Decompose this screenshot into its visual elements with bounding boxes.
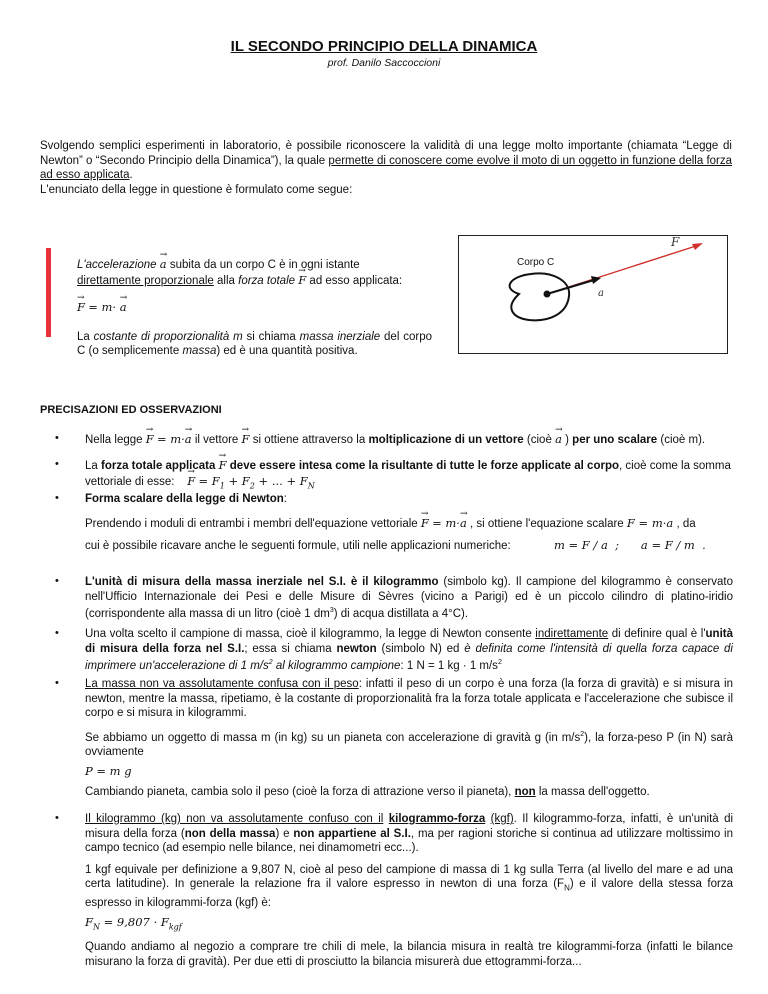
bullet-marker: • <box>55 677 59 689</box>
bullet-marker: • <box>55 812 59 824</box>
force-label: F <box>671 236 680 249</box>
acceleration-arrow <box>547 280 594 294</box>
author: prof. Danilo Saccoccioni <box>327 57 441 69</box>
bullet-7: Il kilogrammo (kg) non va assolutamente confuso con il kilogrammo-forza (kgf). Il kilogrammo-forza, infatti, è un'unità di misura della forza (non della massa) e non appartiene al S.I., ma per ragioni storiche si continua ad utilizzare moltissimo in campo tecnico (ad esempio nelle bilance, nei dinamometri ecc...). 1 kgf equivale per definizione a 9,807 N, cioè al peso del campione di massa di 1 kg sulla Terra (al livello del mare e ad una certa latitudine). In generale la relazione fra il valore espresso in newton di una forza $(F_N)$ e il valore della stessa forza espresso in kilogrammi-forza (kgf) è: $F_N = 9,807 \cdot F_{kgf}$ Quando andiamo al negozio a comprare tre chili di mele, la bilancia misura in realtà tre kilogrammi-forza (infatti le bilance misurano la forza di gravità). Per due etti di prosciutto la bilancia misurerà due ettogrammi-forza... <box>85 813 734 968</box>
mass-definition: La costante di proporzionalità m si chiama massa inerziale del corpo C (o semplicemente massa) ed è una quantità positiva. <box>77 330 432 357</box>
bullet-marker: • <box>55 432 59 444</box>
statement-marker <box>46 248 51 337</box>
bullet-marker: • <box>55 458 59 470</box>
bullet-6: La massa non va assolutamente confusa con il peso: infatti il peso di un corpo è una forza (la forza di gravità) e si misura in newton, mentre la massa, ripetiamo, è la costante di proporzionalità fra la forza totale applicata e l'accelerazione che subisce il corpo e si misura in kilogrammi. Se abbiamo un oggetto di massa m (in kg) su un pianeta con accelerazione di gravità g (in $m/s^2$), la forza-peso P (in N) sarà ovviamente P = m g Cambiando pianeta, cambia solo il peso (cioè la forza di attrazione verso il pianeta), non la massa dell'oggetto. <box>85 678 733 798</box>
bullet-marker: • <box>55 575 59 587</box>
application-point <box>544 291 551 298</box>
page-title: IL SECONDO PRINCIPIO DELLA DINAMICA <box>230 38 538 55</box>
bullet-4: L'unità di misura della massa inerziale nel S.I. è il kilogrammo (simbolo kg). Il campione del kilogrammo è conservato nell'Ufficio Internazionale dei Pesi e delle Misure di Sèvres (vicino a Parigi) ed è un piccolo cilindro di platino-iridio (corrispondente alla massa di un litro (cioè 1 $dm^3$) di acqua distillata a 4°C). <box>85 576 733 620</box>
body-c-shape <box>510 273 570 320</box>
force-arrowhead <box>692 243 703 250</box>
force-diagram <box>458 235 728 354</box>
body-diagram <box>459 236 727 353</box>
bullet-marker: • <box>55 492 59 504</box>
bullet-marker: • <box>55 627 59 639</box>
bullet-3: Forma scalare della legge di Newton: Prendendo i moduli di entrambi i membri dell'equazione vettoriale → F = m·→ a , si ottiene l'equazione scalare F = m·a , da cui è possibile ricavare anche le seguenti formule, utili nelle applicazioni numeriche: m = F / a ; a = F / m . <box>85 492 733 554</box>
bullet-1: Nella legge → F = m·→ a il vettore → F si ottiene attraverso la moltiplicazione di un vettore (cioè → a ) per uno scalare (cioè m). <box>85 432 733 448</box>
law-formula: → F = m· → a <box>77 300 432 316</box>
acceleration-label: a <box>598 288 604 299</box>
bullet-5: Una volta scelto il campione di massa, cioè il kilogrammo, la legge di Newton consente indirettamente di definire qual è l'unità di misura della forza nel S.I.; essa si chiama newton (simbolo N) ed è definita come l'intensità di quella forza capace di imprimere un'accelerazione di 1 $m/s^2$ al kilogrammo campione: 1 N = 1 kg · 1 $m/s^2$ <box>85 628 733 672</box>
section-title: PRECISAZIONI ED OSSERVAZIONI <box>40 404 222 416</box>
intro-paragraph: Svolgendo semplici esperimenti in laboratorio, è possibile riconoscere la validità di una legge molto importante (chiamata “Legge di Newton” o “Secondo Principio della Dinamica”), la quale permette di conoscere come evolve il moto di un oggetto in funzione della forza ad esso applicata. L'enunciato della legge in questione è formulato come segue: <box>40 140 733 196</box>
bullet-2: La forza totale applicata → F deve essere intesa come la risultante di tutte le forze applicate al corpo, cioè come la somma vettoriale di esse: → $F = F_1 + F_2$ + ... + $F_N$ <box>85 458 733 493</box>
body-label: Corpo C <box>517 257 555 268</box>
law-statement: L'accelerazione → a subita da un corpo C è in ogni istante direttamente proporzionale alla forza totale → F ad esso applicata: → F = m· → a La costante di proporzionalità m si chiama massa inerziale del corpo C (o semplicemente massa) ed è una quantità positiva. <box>77 257 432 359</box>
